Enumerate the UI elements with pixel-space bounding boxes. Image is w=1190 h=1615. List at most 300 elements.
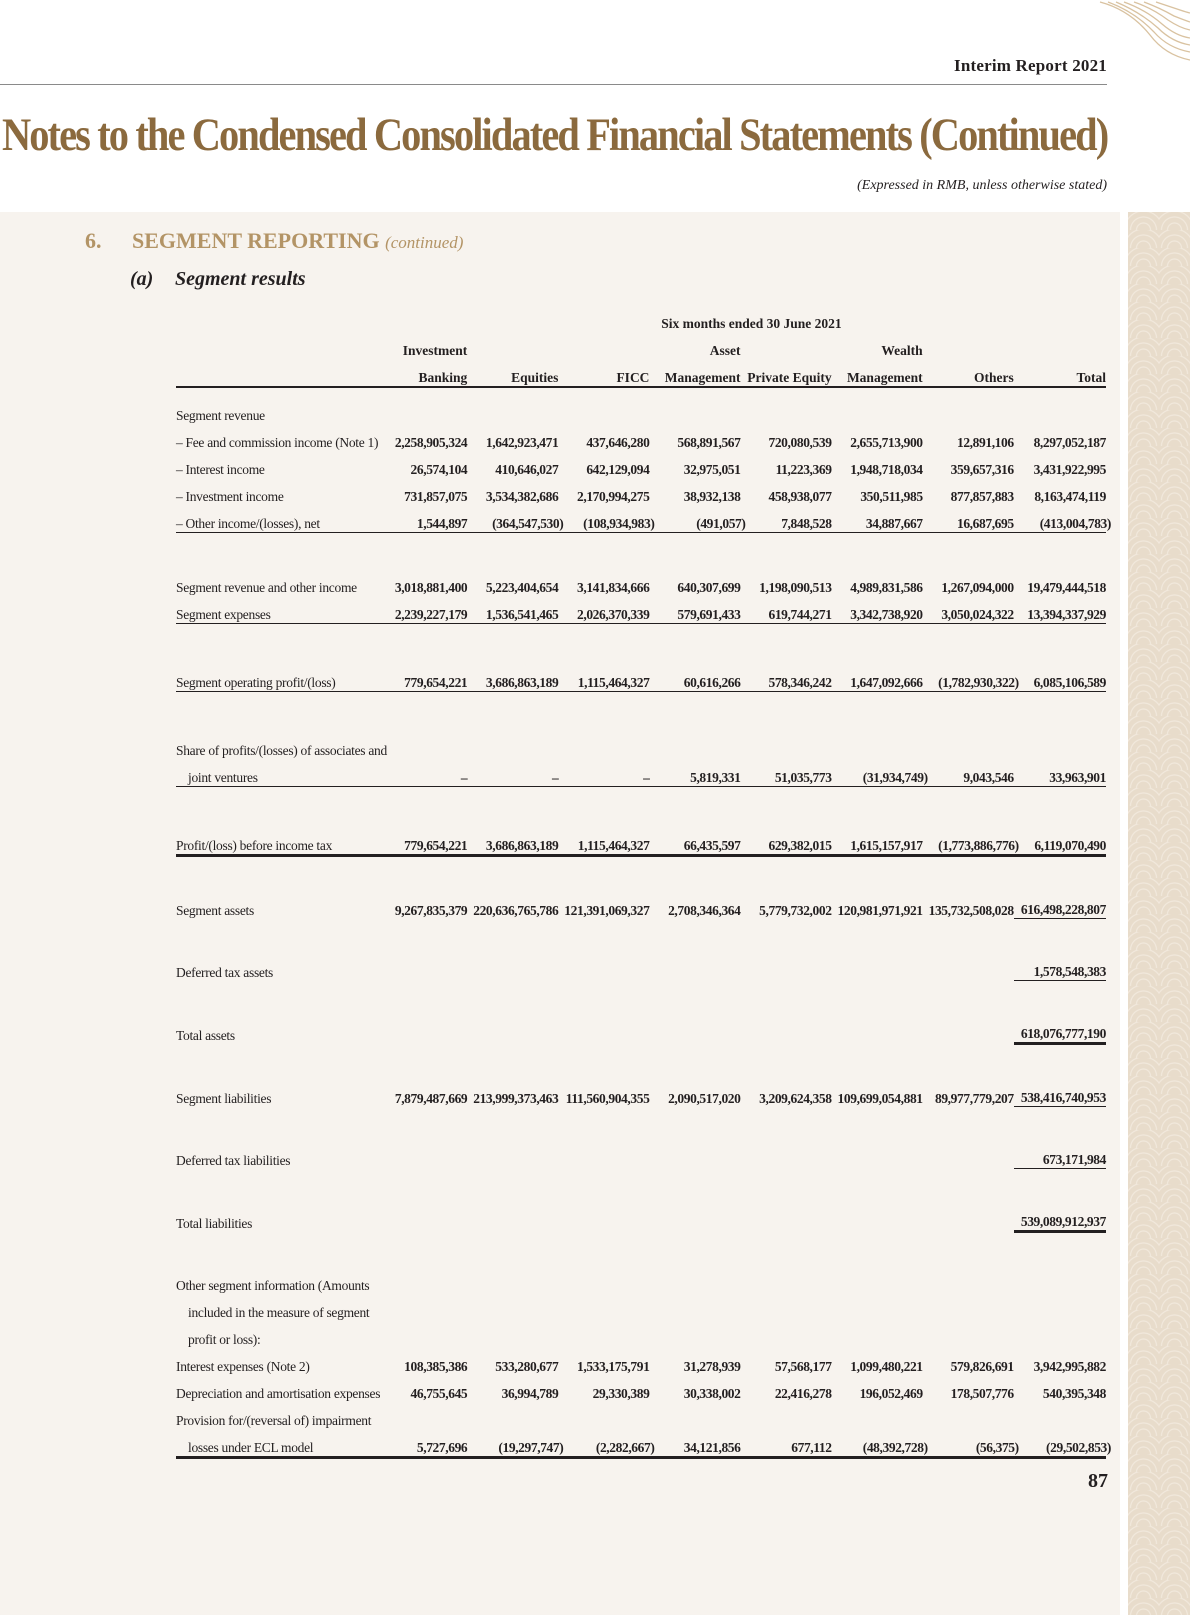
spacer-cell bbox=[176, 1169, 1106, 1204]
value-cell: 350,511,985 bbox=[860, 489, 923, 504]
spacer-cell bbox=[176, 692, 1106, 733]
value-cell: 4,989,831,586 bbox=[850, 580, 923, 595]
value-cell: 32,975,051 bbox=[683, 462, 741, 477]
value-cell: 109,699,054,881 bbox=[837, 1090, 923, 1106]
spacer-row bbox=[176, 1169, 1106, 1204]
spacer-row bbox=[176, 624, 1106, 665]
table-row bbox=[176, 1348, 1106, 1375]
page-number: 87 bbox=[1088, 1470, 1108, 1492]
value-cell: 9,267,835,379 bbox=[394, 902, 468, 918]
table-row bbox=[176, 478, 1106, 505]
report-label: Interim Report 2021 bbox=[954, 56, 1107, 75]
blank-cell bbox=[832, 732, 923, 759]
value-cell: 540,395,348 bbox=[1042, 1386, 1106, 1401]
table-row bbox=[176, 891, 1106, 919]
blank-cell bbox=[741, 1015, 832, 1044]
spacer-row bbox=[176, 787, 1106, 828]
blank-cell bbox=[741, 1203, 832, 1232]
value-cell: 579,826,691 bbox=[950, 1359, 1014, 1374]
blank-cell bbox=[467, 1141, 558, 1169]
spacer-cell bbox=[176, 1107, 1106, 1142]
blank-cell bbox=[376, 1015, 467, 1044]
section-label-row bbox=[176, 387, 1106, 424]
column-header-line1 bbox=[923, 332, 1014, 359]
label-row bbox=[176, 1267, 1106, 1294]
blank-cell bbox=[923, 1294, 1014, 1321]
value-cell: 121,391,069,327 bbox=[564, 902, 650, 918]
spacer-row bbox=[176, 533, 1106, 570]
value-cell: 5,727,696 bbox=[376, 1429, 467, 1458]
blank-cell bbox=[741, 1141, 832, 1169]
table-row bbox=[176, 1429, 1106, 1458]
value-cell: 578,346,242 bbox=[741, 664, 832, 692]
value-cell: 1,198,090,513 bbox=[759, 580, 832, 595]
column-header-line1: Wealth bbox=[881, 343, 923, 358]
value-cell: 3,942,995,882 bbox=[1033, 1359, 1106, 1374]
value-cell: 2,026,370,339 bbox=[558, 596, 649, 624]
blank-cell bbox=[741, 732, 832, 759]
value-cell: 5,779,732,002 bbox=[759, 902, 832, 918]
value-cell: 779,654,221 bbox=[376, 827, 467, 856]
blank-cell bbox=[649, 387, 740, 424]
column-header: Private Equity bbox=[741, 359, 832, 387]
blank-cell bbox=[376, 1402, 467, 1429]
value-cell: (29,502,853) bbox=[1019, 1429, 1111, 1458]
value-cell: 46,755,645 bbox=[410, 1386, 468, 1401]
value-cell: 2,258,905,324 bbox=[394, 435, 468, 450]
value-cell: 1,115,464,327 bbox=[558, 827, 649, 856]
blank-cell bbox=[832, 953, 923, 981]
value-cell: 31,278,939 bbox=[683, 1359, 741, 1374]
value-cell: 642,129,094 bbox=[586, 462, 650, 477]
value-cell: 5,223,404,654 bbox=[485, 580, 559, 595]
label-row bbox=[176, 1402, 1106, 1429]
period-header: Six months ended 30 June 2021 bbox=[661, 316, 842, 331]
value-cell: 51,035,773 bbox=[741, 759, 832, 787]
value-cell: 38,932,138 bbox=[683, 489, 741, 504]
value-cell: 19,479,444,518 bbox=[1027, 580, 1106, 595]
blank-cell bbox=[923, 953, 1014, 981]
row-label: Share of profits/(losses) of associates and bbox=[176, 743, 387, 758]
blank-cell bbox=[741, 953, 832, 981]
blank-cell bbox=[176, 359, 376, 387]
value-cell: – bbox=[558, 759, 649, 787]
spacer-cell bbox=[176, 624, 1106, 665]
value-cell: 1,647,092,666 bbox=[832, 664, 923, 692]
blank-cell bbox=[923, 1141, 1014, 1169]
blank-cell bbox=[376, 1267, 467, 1294]
row-label: Segment liabilities bbox=[176, 1090, 272, 1106]
value-cell: (48,392,728) bbox=[837, 1429, 928, 1458]
row-label: Total assets bbox=[176, 1027, 235, 1043]
value-cell: 533,280,677 bbox=[495, 1359, 559, 1374]
column-header: Management bbox=[649, 359, 740, 387]
row-label: – Investment income bbox=[176, 489, 284, 504]
value-cell: 12,891,106 bbox=[956, 435, 1014, 450]
row-label: Segment expenses bbox=[176, 596, 376, 624]
value-cell: 2,090,517,020 bbox=[668, 1090, 741, 1106]
column-header: FICC bbox=[558, 359, 649, 387]
value-cell: 16,687,695 bbox=[923, 505, 1014, 533]
value-cell: 1,642,923,471 bbox=[485, 435, 559, 450]
row-label: Depreciation and amortisation expenses bbox=[176, 1386, 381, 1401]
blank-cell bbox=[467, 1203, 558, 1232]
value-cell: (108,934,983) bbox=[563, 505, 654, 533]
blank-cell bbox=[467, 953, 558, 981]
value-cell: 458,938,077 bbox=[768, 489, 832, 504]
value-cell: 9,043,546 bbox=[923, 759, 1014, 787]
blank-cell bbox=[741, 1321, 832, 1348]
blank-cell bbox=[832, 1321, 923, 1348]
value-cell: (19,297,747) bbox=[472, 1429, 563, 1458]
spacer-cell bbox=[176, 856, 1106, 892]
value-cell: (2,282,667) bbox=[563, 1429, 654, 1458]
spacer-cell bbox=[176, 919, 1106, 954]
blank-cell bbox=[741, 1267, 832, 1294]
value-cell: 3,686,863,189 bbox=[467, 827, 558, 856]
value-cell: 1,615,157,917 bbox=[832, 827, 923, 856]
spacer-row bbox=[176, 692, 1106, 733]
value-cell: 7,879,487,669 bbox=[394, 1090, 468, 1106]
row-label: losses under ECL model bbox=[176, 1429, 376, 1458]
table-row bbox=[176, 596, 1106, 624]
value-cell: 60,616,266 bbox=[649, 664, 740, 692]
value-cell: 13,394,337,929 bbox=[1014, 596, 1106, 624]
value-cell: – bbox=[376, 759, 467, 787]
blank-cell bbox=[467, 1015, 558, 1044]
blank-cell bbox=[923, 732, 1014, 759]
value-cell: (364,547,530) bbox=[472, 505, 563, 533]
value-cell: 2,708,346,364 bbox=[668, 902, 741, 918]
blank-cell bbox=[176, 332, 376, 359]
table-row bbox=[176, 827, 1106, 856]
blank-cell bbox=[376, 732, 467, 759]
value-cell: 213,999,373,463 bbox=[473, 1090, 559, 1106]
row-label: Profit/(loss) before income tax bbox=[176, 827, 376, 856]
blank-cell bbox=[832, 1267, 923, 1294]
column-header: Equities bbox=[467, 359, 558, 387]
blank-cell bbox=[923, 1015, 1014, 1044]
column-header: Others bbox=[923, 359, 1014, 387]
value-cell: 3,209,624,358 bbox=[759, 1090, 832, 1106]
value-cell: 640,307,699 bbox=[677, 580, 741, 595]
blank-cell bbox=[923, 1321, 1014, 1348]
value-cell: 579,691,433 bbox=[649, 596, 740, 624]
value-cell: 26,574,104 bbox=[410, 462, 468, 477]
blank-cell bbox=[649, 953, 740, 981]
total-cell: 539,089,912,937 bbox=[1014, 1203, 1106, 1232]
row-label: – Fee and commission income (Note 1) bbox=[176, 435, 379, 450]
blank-cell bbox=[558, 387, 649, 424]
segment-results-table bbox=[176, 305, 1111, 1459]
header-line1-row bbox=[176, 332, 1106, 359]
row-label: Segment operating profit/(loss) bbox=[176, 664, 376, 692]
value-cell: 34,121,856 bbox=[649, 1429, 740, 1458]
blank-cell bbox=[741, 1294, 832, 1321]
value-cell: 34,887,667 bbox=[832, 505, 923, 533]
section-continued: (continued) bbox=[385, 233, 464, 252]
blank-cell bbox=[1014, 732, 1106, 759]
value-cell: 619,744,271 bbox=[741, 596, 832, 624]
value-cell: 5,819,331 bbox=[649, 759, 740, 787]
table-row bbox=[176, 953, 1106, 981]
header-divider bbox=[0, 84, 1107, 85]
column-header: Management bbox=[832, 359, 923, 387]
value-cell: 1,948,718,034 bbox=[850, 462, 923, 477]
value-cell: 3,018,881,400 bbox=[394, 580, 468, 595]
column-header-line1 bbox=[741, 332, 832, 359]
value-cell: 437,646,280 bbox=[586, 435, 650, 450]
value-cell: 1,536,541,465 bbox=[467, 596, 558, 624]
value-cell: (491,057) bbox=[654, 505, 745, 533]
blank-cell bbox=[923, 1402, 1014, 1429]
value-cell: 11,223,369 bbox=[775, 462, 832, 477]
page-header bbox=[0, 0, 1190, 212]
decorative-pattern-strip bbox=[1128, 212, 1190, 1615]
row-label: Interest expenses (Note 2) bbox=[176, 1359, 310, 1374]
blank-cell bbox=[832, 1015, 923, 1044]
blank-cell bbox=[376, 1203, 467, 1232]
blank-cell bbox=[467, 387, 558, 424]
table-row bbox=[176, 1141, 1106, 1169]
spacer-row bbox=[176, 919, 1106, 954]
table-row bbox=[176, 451, 1106, 478]
row-label: Provision for/(reversal of) impairment bbox=[176, 1413, 372, 1428]
row-label: Deferred tax liabilities bbox=[176, 1152, 291, 1168]
blank-cell bbox=[558, 1402, 649, 1429]
value-cell: 538,416,740,953 bbox=[1014, 1079, 1106, 1107]
blank-cell bbox=[649, 732, 740, 759]
sub-number: (a) bbox=[130, 268, 154, 290]
value-cell: 6,085,106,589 bbox=[1014, 664, 1106, 692]
blank-cell bbox=[832, 1141, 923, 1169]
spacer-cell bbox=[176, 1232, 1106, 1268]
value-cell: 6,119,070,490 bbox=[1014, 827, 1106, 856]
row-label: Other segment information (Amounts bbox=[176, 1278, 370, 1293]
total-cell: 673,171,984 bbox=[1014, 1141, 1106, 1169]
value-cell: 2,655,713,900 bbox=[850, 435, 923, 450]
row-label: – Other income/(losses), net bbox=[176, 505, 376, 533]
blank-cell bbox=[649, 1141, 740, 1169]
blank-cell bbox=[376, 1294, 467, 1321]
value-cell: 178,507,776 bbox=[950, 1386, 1014, 1401]
column-header-line1: Asset bbox=[709, 343, 741, 358]
row-label: joint ventures bbox=[176, 759, 376, 787]
value-cell: 36,994,789 bbox=[501, 1386, 559, 1401]
header-period-row bbox=[176, 305, 1106, 332]
value-cell: 111,560,904,355 bbox=[565, 1090, 650, 1106]
table-row bbox=[176, 505, 1106, 533]
blank-cell bbox=[558, 732, 649, 759]
section-number: 6. bbox=[85, 228, 102, 253]
column-header-line1 bbox=[467, 332, 558, 359]
section-heading bbox=[85, 228, 463, 254]
value-cell: 410,646,027 bbox=[495, 462, 559, 477]
value-cell: 22,416,278 bbox=[774, 1386, 832, 1401]
row-label: Deferred tax assets bbox=[176, 964, 274, 980]
value-cell: 30,338,002 bbox=[683, 1386, 741, 1401]
table-row bbox=[176, 569, 1106, 596]
value-cell: 3,050,024,322 bbox=[923, 596, 1014, 624]
value-cell: 29,330,389 bbox=[592, 1386, 650, 1401]
page-title: Notes to the Condensed Consolidated Financial Statements (Continued) bbox=[1, 109, 1107, 161]
value-cell: (413,004,783) bbox=[1019, 505, 1111, 533]
blank-cell bbox=[558, 1321, 649, 1348]
sub-title: Segment results bbox=[175, 268, 306, 290]
value-cell: 1,099,480,221 bbox=[850, 1359, 923, 1374]
blank-cell bbox=[376, 1141, 467, 1169]
value-cell: – bbox=[467, 759, 558, 787]
row-label: Segment assets bbox=[176, 902, 254, 918]
value-cell: 731,857,075 bbox=[404, 489, 468, 504]
value-cell: 629,382,015 bbox=[741, 827, 832, 856]
blank-cell bbox=[1014, 387, 1106, 424]
value-cell: 220,636,765,786 bbox=[473, 902, 559, 918]
blank-cell bbox=[467, 732, 558, 759]
spacer-cell bbox=[176, 787, 1106, 828]
label-row bbox=[176, 1294, 1106, 1321]
blank-cell bbox=[923, 1203, 1014, 1232]
row-label: Segment revenue bbox=[176, 408, 265, 423]
value-cell: 8,163,474,119 bbox=[1034, 489, 1106, 504]
blank-cell bbox=[649, 1294, 740, 1321]
value-cell: 1,115,464,327 bbox=[558, 664, 649, 692]
value-cell: (31,934,749) bbox=[837, 759, 928, 787]
value-cell: 2,239,227,179 bbox=[376, 596, 467, 624]
blank-cell bbox=[923, 1267, 1014, 1294]
currency-note: (Expressed in RMB, unless otherwise stated) bbox=[857, 178, 1107, 193]
blank-cell bbox=[467, 1402, 558, 1429]
value-cell: 120,981,971,921 bbox=[837, 902, 923, 918]
spacer-row bbox=[176, 856, 1106, 892]
value-cell: 89,977,779,207 bbox=[934, 1090, 1014, 1106]
blank-cell bbox=[558, 953, 649, 981]
column-header-line1 bbox=[1014, 332, 1106, 359]
blank-cell bbox=[741, 387, 832, 424]
value-cell: (1,773,886,776) bbox=[928, 827, 1019, 856]
value-cell: 57,568,177 bbox=[774, 1359, 832, 1374]
blank-cell bbox=[832, 1402, 923, 1429]
blank-cell bbox=[1014, 1267, 1106, 1294]
blank-cell bbox=[376, 953, 467, 981]
column-header-line1 bbox=[558, 332, 649, 359]
header-line2-row bbox=[176, 359, 1106, 387]
spacer-row bbox=[176, 1232, 1106, 1268]
value-cell: 359,657,316 bbox=[950, 462, 1014, 477]
column-header: Banking bbox=[376, 359, 467, 387]
value-cell: 616,498,228,807 bbox=[1014, 891, 1106, 919]
blank-cell bbox=[832, 1203, 923, 1232]
blank-cell bbox=[741, 1402, 832, 1429]
value-cell: 720,080,539 bbox=[768, 435, 832, 450]
blank-cell bbox=[376, 387, 467, 424]
blank-cell bbox=[376, 1321, 467, 1348]
table-row bbox=[176, 664, 1106, 692]
table-row bbox=[176, 424, 1106, 451]
spacer-row bbox=[176, 1044, 1106, 1080]
blank-cell bbox=[1014, 1402, 1106, 1429]
value-cell: 3,534,382,686 bbox=[485, 489, 559, 504]
value-cell: 7,848,528 bbox=[741, 505, 832, 533]
blank-cell bbox=[832, 1294, 923, 1321]
blank-cell bbox=[558, 1294, 649, 1321]
value-cell: 108,385,386 bbox=[404, 1359, 468, 1374]
blank-cell bbox=[176, 305, 376, 332]
value-cell: 1,533,175,791 bbox=[577, 1359, 650, 1374]
blank-cell bbox=[1014, 1294, 1106, 1321]
value-cell: 3,141,834,666 bbox=[577, 580, 650, 595]
value-cell: 135,732,508,028 bbox=[928, 902, 1014, 918]
label-row bbox=[176, 732, 1106, 759]
row-label: Segment revenue and other income bbox=[176, 580, 357, 595]
blank-cell bbox=[467, 1321, 558, 1348]
label-row bbox=[176, 1321, 1106, 1348]
value-cell: 3,431,922,995 bbox=[1033, 462, 1106, 477]
blank-cell bbox=[1014, 1321, 1106, 1348]
blank-cell bbox=[467, 1267, 558, 1294]
row-label: – Interest income bbox=[176, 462, 265, 477]
sub-heading bbox=[130, 268, 306, 291]
value-cell: (56,375) bbox=[928, 1429, 1019, 1458]
value-cell: 3,686,863,189 bbox=[467, 664, 558, 692]
value-cell: 779,654,221 bbox=[376, 664, 467, 692]
value-cell: 2,170,994,275 bbox=[577, 489, 650, 504]
blank-cell bbox=[832, 387, 923, 424]
blank-cell bbox=[649, 1015, 740, 1044]
value-cell: 196,052,469 bbox=[859, 1386, 923, 1401]
row-label: included in the measure of segment bbox=[188, 1305, 370, 1320]
total-cell: 618,076,777,190 bbox=[1014, 1015, 1106, 1044]
total-cell: 1,578,548,383 bbox=[1014, 953, 1106, 981]
row-label: Total liabilities bbox=[176, 1215, 253, 1231]
blank-cell bbox=[923, 387, 1014, 424]
column-header: Total bbox=[1014, 359, 1106, 387]
blank-cell bbox=[649, 1402, 740, 1429]
value-cell: 877,857,883 bbox=[950, 489, 1014, 504]
blank-cell bbox=[649, 1267, 740, 1294]
table-row bbox=[176, 1203, 1106, 1232]
value-cell: 568,891,567 bbox=[677, 435, 741, 450]
section-title: SEGMENT REPORTING bbox=[132, 228, 380, 253]
value-cell: (1,782,930,322) bbox=[928, 664, 1019, 692]
value-cell: 66,435,597 bbox=[649, 827, 740, 856]
spacer-row bbox=[176, 981, 1106, 1016]
blank-cell bbox=[558, 1015, 649, 1044]
value-cell: 677,112 bbox=[741, 1429, 832, 1458]
value-cell: 8,297,052,187 bbox=[1033, 435, 1106, 450]
spacer-row bbox=[176, 1107, 1106, 1142]
value-cell: 3,342,738,920 bbox=[832, 596, 923, 624]
blank-cell bbox=[558, 1203, 649, 1232]
table-row bbox=[176, 1375, 1106, 1402]
column-header-line1: Investment bbox=[402, 343, 468, 358]
table-row bbox=[176, 759, 1106, 787]
value-cell: 33,963,901 bbox=[1014, 759, 1106, 787]
blank-cell bbox=[649, 1321, 740, 1348]
spacer-cell bbox=[176, 533, 1106, 570]
row-label: profit or loss): bbox=[188, 1332, 261, 1347]
blank-cell bbox=[558, 1267, 649, 1294]
blank-cell bbox=[558, 1141, 649, 1169]
value-cell: 1,544,897 bbox=[376, 505, 467, 533]
blank-cell bbox=[467, 1294, 558, 1321]
table-row bbox=[176, 1079, 1106, 1107]
spacer-cell bbox=[176, 1044, 1106, 1080]
table-row bbox=[176, 1015, 1106, 1044]
blank-cell bbox=[649, 1203, 740, 1232]
value-cell: 1,267,094,000 bbox=[941, 580, 1014, 595]
spacer-cell bbox=[176, 981, 1106, 1016]
